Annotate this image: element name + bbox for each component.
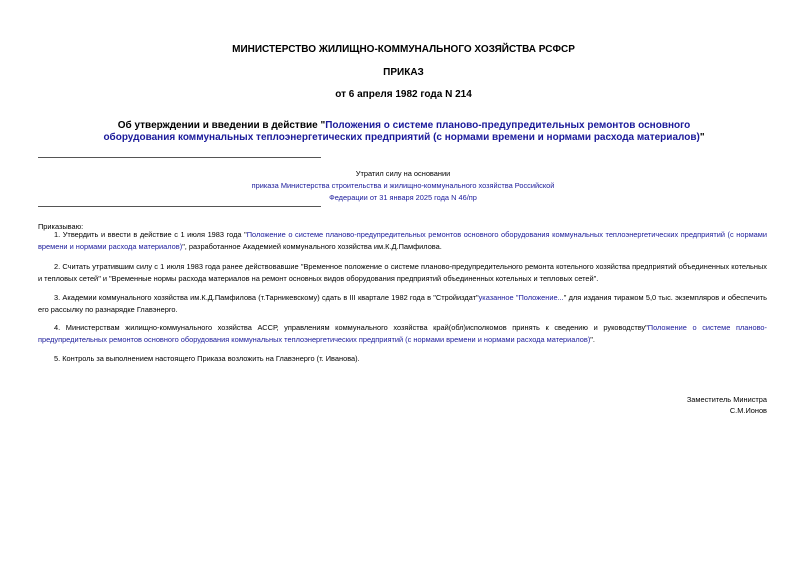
p3-text-before: 3. Академии коммунального хозяйства им.К.Д.Памфилова (т.Тарникевскому) сдать в III квартале 1982 года в "Стройиздат" <box>54 293 479 302</box>
title-regulation-link[interactable]: Положения о системе планово-предупредительных ремонтов основного оборудования коммунальных теплоэнергетических предприятий (с нормами времени и нормами расхода материалов) <box>103 120 700 143</box>
ministry-heading: МИНИСТЕРСТВО ЖИЛИЩНО-КОММУНАЛЬНОГО ХОЗЯЙСТВА РСФСР <box>232 44 575 55</box>
paragraph-3 <box>38 292 767 315</box>
p1-text-before: 1. Утвердить и ввести в действие с 1 июля 1983 года " <box>54 230 247 239</box>
p4-text-after: ". <box>590 334 595 344</box>
document-date-number: от 6 апреля 1982 года N 214 <box>335 89 472 100</box>
p3-regulation-link[interactable]: указанное "Положение... <box>478 293 564 302</box>
paragraph-5: 5. Контроль за выполнением настоящего Приказа возложить на Главэнерго (т. Иванова). <box>54 354 360 363</box>
signature-name: С.М.Ионов <box>729 406 767 415</box>
title-suffix: " <box>699 132 705 143</box>
p1-text-after: ", разработанное Академией коммунального хозяйства им.К.Д.Памфилова. <box>182 241 442 251</box>
status-note: Утратил силу на основании <box>355 169 451 178</box>
paragraph-1 <box>38 229 767 252</box>
document-title <box>82 120 726 144</box>
p1-regulation-link[interactable]: Положение о системе планово-предупредительных ремонтов основного оборудования коммунальных теплоэнергетических предприятий (с нормами времени и нормами расхода материалов) <box>38 230 767 251</box>
order-word: Приказываю: <box>38 222 84 231</box>
divider-bottom <box>38 206 321 207</box>
signature-position: Заместитель Министра <box>686 395 767 404</box>
p3-text-after: " для издания тиражом 5,0 тыс. экземпляров и обеспечить его рассылку по разнарядке Главэнерго. <box>38 293 767 314</box>
divider-top <box>38 157 321 158</box>
document-type: ПРИКАЗ <box>383 67 424 78</box>
p4-regulation-link[interactable]: Положение о системе планово-предупредительных ремонтов основного оборудования коммунальных теплоэнергетических предприятий (с нормами времени и нормами расхода материалов) <box>38 323 767 344</box>
status-repeal-link[interactable]: приказа Министерства строительства и жилищно-коммунального хозяйства Российской Федерации от 31 января 2025 года N 46/пр <box>251 181 555 202</box>
paragraph-2: 2. Считать утратившим силу с 1 июля 1983 года ранее действовавшие "Временное положение о системе планово-предупредительного ремонта котельного хозяйства предприятий объединенных котельных и тепловых сетей" и "Временные нормы расхода материалов на ремонт основных видов оборудования предприятий объединенных котельных и тепловых сетей". <box>38 262 767 283</box>
p4-text-before: 4. Министерствам жилищно-коммунального хозяйства АССР, управлениям коммунального хозяйства край(обл)исполкомов принять к сведению и руководству" <box>54 323 648 332</box>
title-prefix: Об утверждении и введении в действие " <box>117 120 326 131</box>
paragraph-4 <box>38 322 767 345</box>
